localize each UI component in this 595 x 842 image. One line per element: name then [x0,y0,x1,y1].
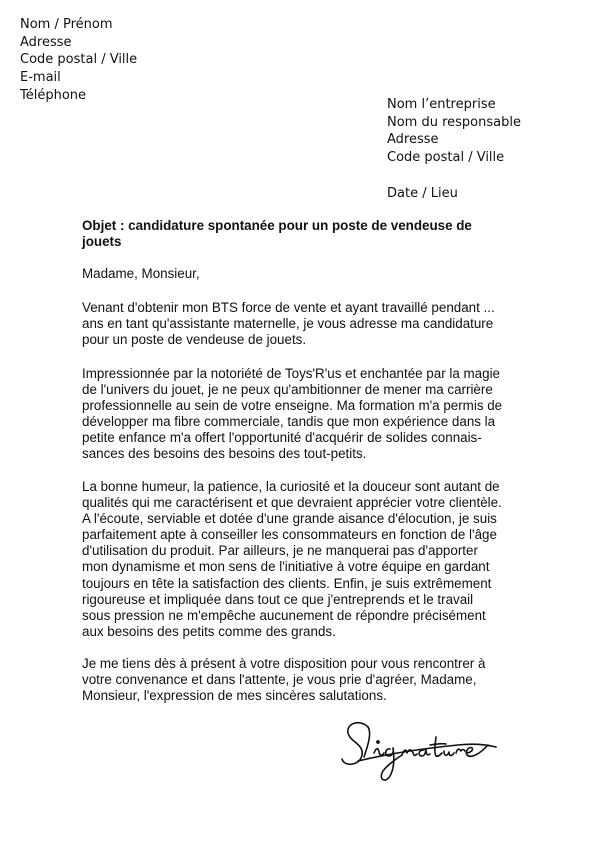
paragraph-line: pour un poste de vendeuse de jouets. [82,332,307,348]
paragraph-line: aux besoins des petits comme des grands. [82,623,336,639]
subject-line-1: Objet : candidature spontanée pour un poste de vendeuse de [82,218,472,233]
sender-name: Nom / Prénom [20,17,113,32]
paragraph-2 [82,366,514,463]
recipient-address: Adresse [387,132,439,148]
paragraph-line: Monsieur, l'expression de mes sincères salutations. [82,688,387,704]
paragraph-1 [82,300,514,348]
paragraph-line: Je me tiens dès à présent à votre disposition pour vous rencontrer à [82,656,486,671]
paragraph-line: rigoureuse et impliquée dans tout ce que j'entreprends et le travail [82,591,474,607]
paragraph-line: de l'univers du jouet, je ne peux qu'ambitionner de mener ma carrière [82,382,493,398]
sender-postal-city: Code postal / Ville [20,52,138,68]
paragraph-line: La bonne humeur, la patience, la curiosité et la douceur sont autant de [82,479,500,494]
signature-image [338,715,503,790]
paragraph-line: toujours en tête la satisfaction des clients. Enfin, je suis extrêmement [82,575,492,591]
paragraph-line: A l'écoute, serviable et dotée d'une grande aisance d'élocution, je suis [82,511,497,527]
paragraph-line: d'utilisation du produit. Par ailleurs, je ne manquerai pas d'apporter [82,543,478,559]
subject-line [82,218,514,250]
paragraph-3 [82,479,514,640]
recipient-company: Nom l’entreprise [387,97,496,112]
paragraph-line: Venant d'obtenir mon BTS force de vente et ayant travaillé pendant ... [82,300,495,315]
paragraph-line: développer ma fibre commerciale, tandis que mon expérience dans la [82,414,496,430]
paragraph-line: Impressionnée par la notoriété de Toys'R'us et enchantée par la magie [82,366,500,381]
paragraph-line: parfaitement apte à conseiller les consommateurs en fonction de l'âge [82,527,497,543]
paragraph-line: sous pression ne m'empêche aucunement de répondre précisément [82,607,486,623]
paragraph-line: qualités qui me caractérisent et que devraient apprécier votre clientèle. [82,495,502,511]
paragraph-line: sances des besoins des besoins des tout-petits. [82,446,367,462]
paragraph-line: petite enfance m'a offert l'opportunité d'acquérir de solides connais- [82,430,482,446]
paragraph-line: mon dynamisme et mon sens de l'initiative à votre équipe en gardant [82,559,490,575]
salutation [82,266,514,282]
sender-block [20,16,137,105]
sender-email: E-mail [20,70,61,86]
paragraph-line: votre convenance et dans l'attente, je vous prie d'agréer, Madame, [82,672,477,688]
recipient-block [387,96,521,167]
salutation-text: Madame, Monsieur, [82,266,200,281]
recipient-manager: Nom du responsable [387,114,521,130]
paragraph-line: ans en tant qu'assistante maternelle, je vous adresse ma candidature [82,316,494,332]
date-place-text: Date / Lieu [387,186,458,201]
paragraph-line: professionnelle au sein de votre enseigne. Ma formation m'a permis de [82,398,503,414]
sender-address: Adresse [20,34,72,50]
date-place [387,185,458,203]
paragraph-4 [82,656,514,704]
sender-phone: Téléphone [20,87,87,103]
subject-line-2: jouets [82,234,122,250]
recipient-postal-city: Code postal / Ville [387,150,505,166]
